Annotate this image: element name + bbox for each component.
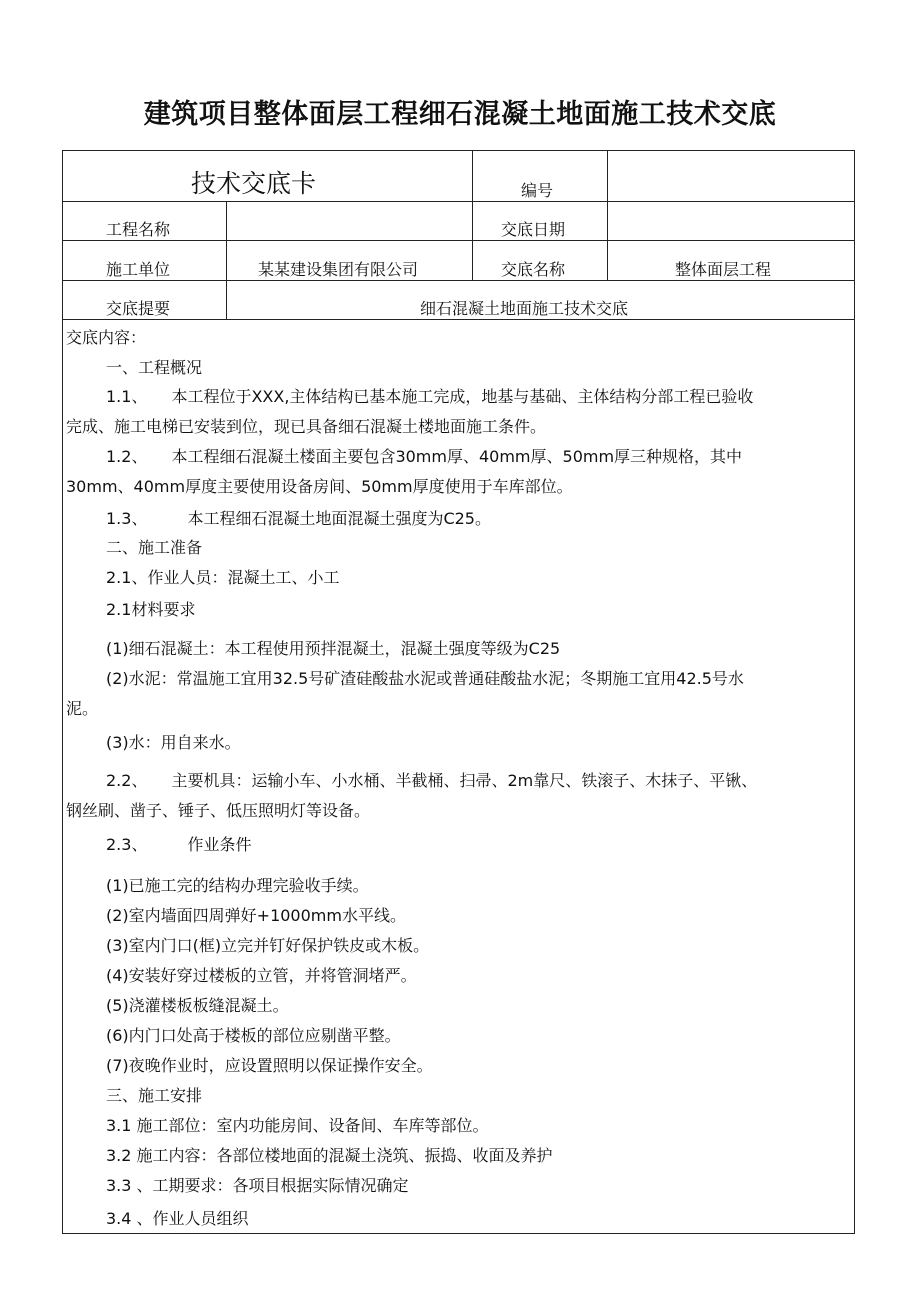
contractor-value: 某某建设集团有限公司: [258, 260, 419, 279]
condition-item-3: (3)室内门口(框)立完并钉好保护铁皮或木板。: [106, 936, 430, 955]
paragraph-2-2-cont: 钢丝刷、凿子、锤子、低压照明灯等设备。: [66, 801, 371, 820]
row-divider: [63, 240, 854, 241]
document-title: 建筑项目整体面层工程细石混凝土地面施工技术交底: [143, 99, 777, 130]
content-heading: 交底内容：: [66, 328, 147, 347]
condition-item-5: (5)浇灌楼板板缝混凝土。: [106, 996, 289, 1015]
summary-label: 交底提要: [106, 299, 171, 318]
condition-item-7: (7)夜晚作业时，应设置照明以保证操作安全。: [106, 1056, 433, 1075]
condition-item-1: (1)已施工完的结构办理完验收手续。: [106, 876, 369, 895]
paragraph-3-2: 3.2 施工内容：各部位楼地面的混凝土浇筑、振捣、收面及养护: [106, 1146, 553, 1165]
paragraph-2-3: 2.3、 作业条件: [106, 835, 252, 854]
paragraph-1-1: 1.1、 本工程位于XXX,主体结构已基本施工完成，地基与基础、主体结构分部工程已验收: [106, 387, 754, 406]
column-divider: [607, 151, 608, 280]
card-title: 技术交底卡: [191, 169, 317, 198]
condition-item-2: (2)室内墙面四周弹好+1000mm水平线。: [106, 906, 406, 925]
material-item-3: (3)水：用自来水。: [106, 733, 241, 752]
paragraph-1-3: 1.3、 本工程细石混凝土地面混凝土强度为C25。: [106, 509, 491, 528]
column-divider: [226, 201, 227, 320]
contractor-label: 施工单位: [106, 260, 171, 279]
section-1-title: 一、工程概况: [106, 358, 203, 377]
row-divider: [63, 280, 854, 281]
row-divider: [63, 319, 854, 320]
condition-item-6: (6)内门口处高于楼板的部位应剔凿平整。: [106, 1026, 401, 1045]
paragraph-2-1-materials: 2.1材料要求: [106, 600, 196, 619]
paragraph-3-1: 3.1 施工部位：室内功能房间、设备间、车库等部位。: [106, 1116, 489, 1135]
paragraph-2-2: 2.2、 主要机具：运输小车、小水桶、半截桶、扫帚、2m靠尺、铁滚子、木抹子、平锹、: [106, 771, 758, 790]
briefing-name-value: 整体面层工程: [675, 260, 772, 279]
number-label: 编号: [521, 181, 554, 200]
paragraph-3-3: 3.3 、工期要求：各项目根据实际情况确定: [106, 1176, 409, 1195]
material-item-2-cont: 泥。: [66, 699, 99, 718]
paragraph-1-2-cont: 30mm、40mm厚度主要使用设备房间、50mm厚度使用于车库部位。: [66, 477, 573, 496]
material-item-1: (1)细石混凝土：本工程使用预拌混凝土，混凝土强度等级为C25: [106, 639, 561, 658]
project-name-label: 工程名称: [106, 220, 171, 239]
summary-value: 细石混凝土地面施工技术交底: [420, 299, 629, 318]
briefing-name-label: 交底名称: [501, 260, 566, 279]
section-2-title: 二、施工准备: [106, 538, 203, 557]
column-divider: [472, 151, 473, 280]
paragraph-2-1: 2.1、作业人员：混凝土工、小工: [106, 568, 340, 587]
row-divider: [63, 201, 854, 202]
paragraph-1-2: 1.2、 本工程细石混凝土楼面主要包含30mm厚、40mm厚、50mm厚三种规格，其中: [106, 447, 743, 466]
condition-item-4: (4)安装好穿过楼板的立管，并将管洞堵严。: [106, 966, 417, 985]
date-label: 交底日期: [501, 220, 566, 239]
section-3-title: 三、施工安排: [106, 1086, 203, 1105]
briefing-card-table: [62, 150, 855, 1234]
material-item-2: (2)水泥：常温施工宜用32.5号矿渣硅酸盐水泥或普通硅酸盐水泥；冬期施工宜用42.5号水: [106, 669, 744, 688]
paragraph-1-1-cont: 完成、施工电梯已安装到位，现已具备细石混凝土楼地面施工条件。: [66, 417, 547, 436]
paragraph-3-4: 3.4 、作业人员组织: [106, 1209, 249, 1228]
